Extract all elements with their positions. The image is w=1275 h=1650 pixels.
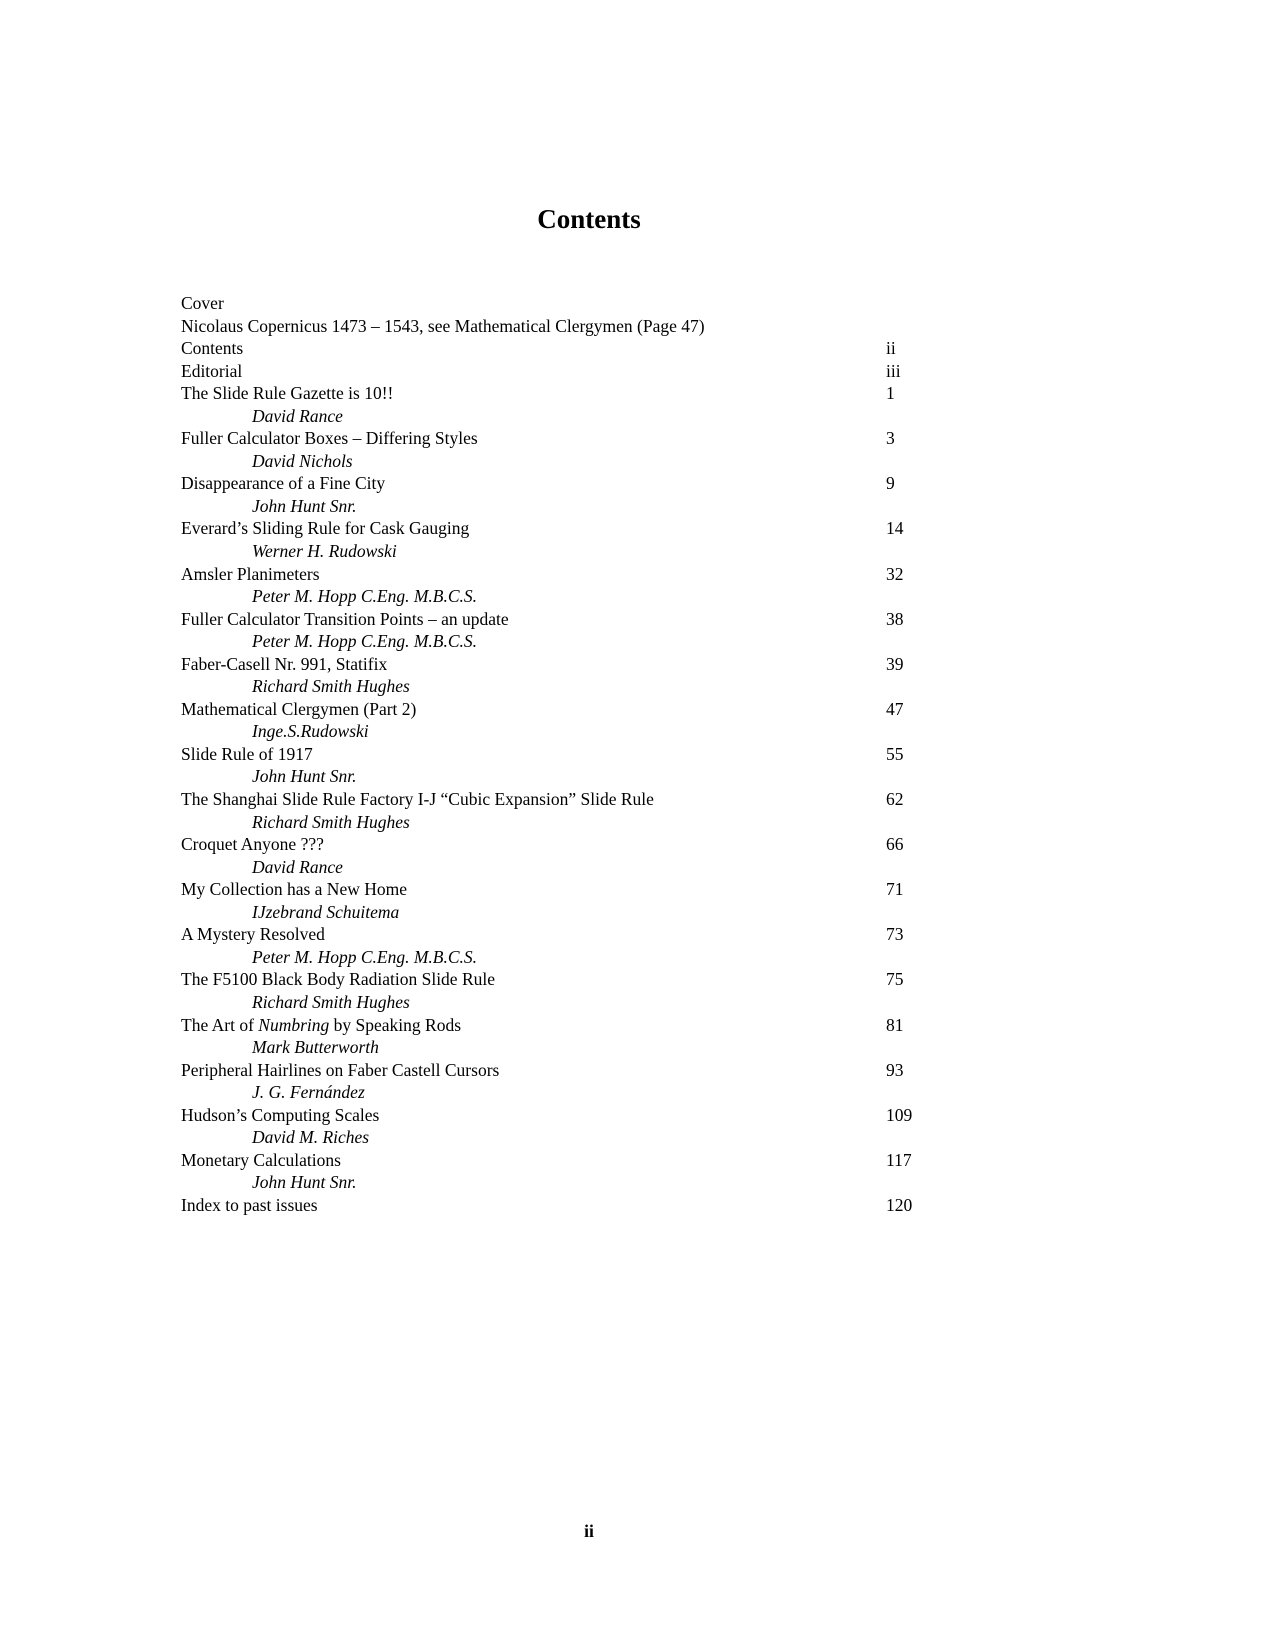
toc-entry-title: Disappearance of a Fine City	[181, 473, 386, 494]
toc-entry-page: 117	[886, 1149, 912, 1170]
toc-entry-title: Cover	[181, 293, 224, 313]
toc-entry	[181, 1104, 941, 1127]
toc-entry-page: 3	[886, 428, 895, 449]
toc-entry	[181, 292, 941, 315]
toc-entry-author-row	[181, 495, 941, 518]
toc-entry-title: The Slide Rule Gazette is 10!!	[181, 383, 394, 404]
toc-entry-page: 55	[886, 743, 904, 764]
toc-entry	[181, 923, 941, 946]
toc-entry-author: Werner H. Rudowski	[252, 541, 397, 562]
toc-entry-title: Index to past issues	[181, 1194, 318, 1215]
toc-entry-title-part: The Art of	[181, 1014, 259, 1035]
toc-entry	[181, 743, 941, 766]
toc-entry-title: Contents	[181, 338, 244, 359]
toc-entry-author-row	[181, 405, 941, 428]
page-number: ii	[584, 1521, 594, 1541]
toc-entry-title: Amsler Planimeters	[181, 563, 320, 584]
toc-entry-page: 75	[886, 969, 904, 990]
toc-entry-author-row	[181, 585, 941, 608]
toc-entry-page: 66	[886, 834, 904, 855]
toc-entry-page: 93	[886, 1059, 904, 1080]
toc-entry-author-row	[181, 856, 941, 879]
toc-entry-title: A Mystery Resolved	[181, 924, 325, 945]
toc-entry-title: Faber-Casell Nr. 991, Statifix	[181, 653, 388, 674]
toc-entry-title: Monetary Calculations	[181, 1149, 341, 1170]
toc-entry-title: Peripheral Hairlines on Faber Castell Cursors	[181, 1059, 500, 1080]
toc-entry-page: 71	[886, 879, 904, 900]
toc-entry-author-row	[181, 630, 941, 653]
toc-entry-author-row	[181, 811, 941, 834]
toc-entry-title: The Shanghai Slide Rule Factory I-J “Cubic Expansion” Slide Rule	[181, 789, 654, 810]
toc-entry-author: David Rance	[252, 856, 343, 877]
toc-entry-title: Hudson’s Computing Scales	[181, 1104, 380, 1125]
toc-entry-author-row	[181, 1036, 941, 1059]
toc-entry	[181, 788, 941, 811]
toc-entry	[181, 472, 941, 495]
toc-entry-author-row	[181, 1126, 941, 1149]
toc-entry-author: John Hunt Snr.	[252, 766, 357, 787]
toc-entry-author: Richard Smith Hughes	[252, 676, 410, 697]
toc-entry-author: John Hunt Snr.	[252, 1172, 357, 1193]
toc-entry-title: Croquet Anyone ???	[181, 834, 324, 855]
toc-entry-author-row	[181, 540, 941, 563]
toc-entry-page: 47	[886, 698, 904, 719]
toc-entry-page: 81	[886, 1014, 904, 1035]
toc-entry-author-row	[181, 946, 941, 969]
toc-entry	[181, 1194, 941, 1217]
toc-entry-author: IJzebrand Schuitema	[252, 901, 400, 922]
toc-entry-title-part: by Speaking Rods	[329, 1014, 462, 1035]
toc-entry-title: Editorial	[181, 360, 243, 381]
toc-entry	[181, 608, 941, 631]
toc-entry-title	[181, 1014, 461, 1037]
toc-entry-title: Mathematical Clergymen (Part 2)	[181, 698, 417, 719]
toc-entry-author: Richard Smith Hughes	[252, 811, 410, 832]
toc-entry-page: iii	[886, 360, 901, 381]
toc-entry-author-row	[181, 1081, 941, 1104]
toc-entry-title: The F5100 Black Body Radiation Slide Rule	[181, 969, 496, 990]
toc-entry-title: Nicolaus Copernicus 1473 – 1543, see Mathematical Clergymen (Page 47)	[181, 315, 705, 336]
toc-entry-author: David Rance	[252, 405, 343, 426]
toc-entry	[181, 517, 941, 540]
toc-entry-author: Inge.S.Rudowski	[252, 721, 369, 742]
toc-entry-page: 32	[886, 563, 904, 584]
toc-entry-page: 38	[886, 608, 904, 629]
toc-entry-author-row	[181, 720, 941, 743]
toc-entry-author-row	[181, 675, 941, 698]
toc-entry	[181, 563, 941, 586]
toc-entry-page: 62	[886, 789, 904, 810]
toc-entry	[181, 1014, 941, 1037]
toc-entry	[181, 1059, 941, 1082]
toc-entry-author-row	[181, 1171, 941, 1194]
toc-entry	[181, 337, 941, 360]
toc-entry-author-row	[181, 450, 941, 473]
toc-entry	[181, 315, 941, 338]
toc-entry-page: 109	[886, 1104, 913, 1125]
toc-entry-author-row	[181, 991, 941, 1014]
toc-entry-author: Mark Butterworth	[252, 1037, 379, 1058]
toc-entry-page: 120	[886, 1194, 913, 1215]
page-title: Contents	[537, 204, 641, 234]
toc-entry-author: J. G. Fernández	[252, 1082, 365, 1103]
toc-entry-author-row	[181, 765, 941, 788]
toc-entry-author: David M. Riches	[252, 1127, 370, 1148]
toc-entry-page: ii	[886, 338, 896, 359]
toc-entry	[181, 382, 941, 405]
toc-entry	[181, 427, 941, 450]
toc-entry	[181, 698, 941, 721]
toc-entry-title: Fuller Calculator Transition Points – an update	[181, 608, 509, 629]
toc-entry-page: 14	[886, 518, 904, 539]
table-of-contents	[181, 292, 941, 1216]
toc-entry-title: Fuller Calculator Boxes – Differing Styles	[181, 428, 478, 449]
toc-entry-title: My Collection has a New Home	[181, 879, 407, 900]
toc-entry-author: Peter M. Hopp C.Eng. M.B.C.S.	[252, 586, 478, 607]
toc-entry	[181, 1149, 941, 1172]
toc-entry	[181, 878, 941, 901]
toc-entry-author: Peter M. Hopp C.Eng. M.B.C.S.	[252, 946, 478, 967]
toc-entry-title-italic: Numbring	[258, 1014, 330, 1035]
toc-entry-author: David Nichols	[252, 450, 353, 471]
toc-entry-author-row	[181, 901, 941, 924]
toc-entry	[181, 360, 941, 383]
toc-entry-author: John Hunt Snr.	[252, 495, 357, 516]
toc-entry-title: Everard’s Sliding Rule for Cask Gauging	[181, 518, 470, 539]
toc-entry-page: 73	[886, 924, 904, 945]
toc-entry	[181, 968, 941, 991]
toc-entry	[181, 833, 941, 856]
toc-entry-author: Peter M. Hopp C.Eng. M.B.C.S.	[252, 631, 478, 652]
toc-entry-page: 1	[886, 383, 895, 404]
toc-entry-author: Richard Smith Hughes	[252, 991, 410, 1012]
toc-entry-title: Slide Rule of 1917	[181, 743, 313, 764]
toc-entry	[181, 653, 941, 676]
toc-entry-page: 39	[886, 653, 904, 674]
toc-entry-page: 9	[886, 473, 895, 494]
